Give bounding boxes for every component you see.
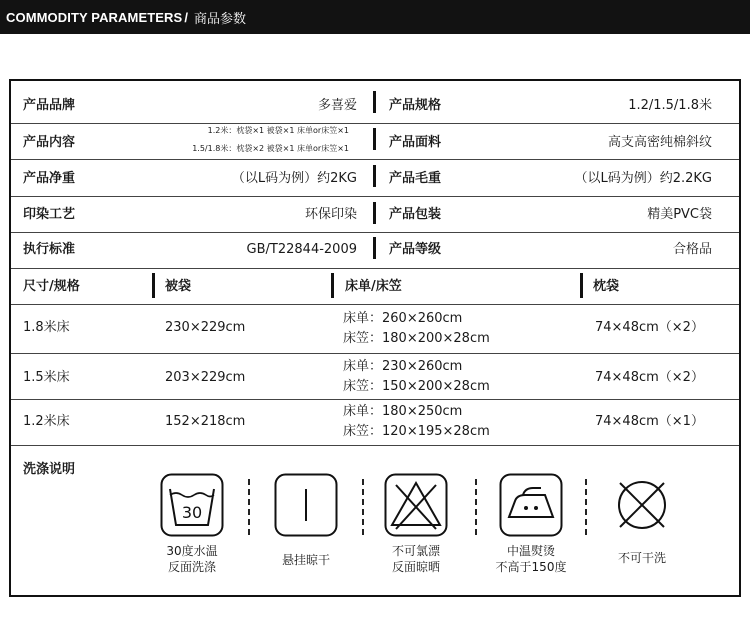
pillow-cell: 74×48cm（×2） [595, 370, 704, 385]
no-dry-clean-icon [610, 473, 674, 541]
param-value: 1.2/1.5/1.8米 [628, 98, 712, 113]
column-divider [373, 237, 376, 259]
param-label: 产品品牌 [23, 98, 76, 113]
param-label: 产品包装 [389, 207, 442, 222]
dashed-separator [248, 479, 250, 535]
size-header-duvet: 被袋 [165, 279, 192, 294]
header-bar [0, 0, 750, 34]
no-bleach-icon [384, 473, 448, 541]
row-divider [11, 159, 739, 160]
row-divider [11, 445, 739, 446]
header-title-en: COMMODITY PARAMETERS [6, 9, 183, 25]
pillow-cell: 74×48cm（×2） [595, 320, 704, 335]
iron-medium-icon [499, 473, 563, 541]
wash-caption-2 [261, 552, 351, 568]
param-label: 产品面料 [389, 135, 442, 150]
dashed-separator [362, 479, 364, 535]
wash-30-icon [160, 473, 224, 541]
parameter-frame [9, 79, 741, 597]
param-value: 环保印染 [304, 207, 357, 222]
caption-line: 反面洗涤 [167, 560, 216, 574]
wash-caption-5 [597, 550, 687, 566]
caption-line: 30度水温 [166, 544, 218, 558]
param-value: （以L码为例）约2KG [231, 171, 357, 186]
param-value: GB/T22844-2009 [246, 242, 357, 257]
size-cell: 1.8米床 [23, 320, 70, 335]
sheet-cell: 床单：230×260cm [343, 359, 463, 374]
param-value: 多喜爱 [317, 98, 357, 113]
duvet-cell: 203×229cm [165, 370, 246, 385]
row-divider [11, 304, 739, 305]
param-label: 产品等级 [389, 242, 442, 257]
caption-line: 不高于150度 [495, 560, 567, 574]
param-label: 产品毛重 [389, 171, 442, 186]
caption-line: 不可干洗 [617, 551, 666, 565]
caption-line: 反面晾晒 [391, 560, 440, 574]
row-divider [11, 353, 739, 354]
size-cell: 1.2米床 [23, 414, 70, 429]
param-label: 产品内容 [23, 135, 76, 150]
param-label: 产品净重 [23, 171, 76, 186]
column-divider [331, 273, 334, 298]
row-divider [11, 399, 739, 400]
header-separator: / [184, 9, 188, 25]
pillow-cell: 74×48cm（×1） [595, 414, 704, 429]
wash-temp-label: 30 [181, 503, 203, 522]
fitted-sheet-cell: 床笠：180×200×28cm [343, 331, 490, 346]
row-divider [11, 268, 739, 269]
column-divider [152, 273, 155, 298]
param-value-line1: 1.2米：枕袋×1 被袋×1 床单or床笠×1 [207, 126, 349, 135]
wash-caption-3 [371, 543, 461, 575]
hang-dry-icon [274, 473, 338, 541]
duvet-cell: 152×218cm [165, 414, 246, 429]
size-header-spec: 尺寸/规格 [23, 279, 80, 294]
sheet-cell: 床单：180×250cm [343, 404, 463, 419]
param-value: （以L码为例）约2.2KG [574, 171, 712, 186]
param-value: 合格品 [672, 242, 712, 257]
header-title-cn: 商品参数 [193, 11, 246, 27]
column-divider [580, 273, 583, 298]
column-divider [373, 91, 376, 113]
param-value: 高支高密纯棉斜纹 [607, 135, 712, 150]
row-divider [11, 196, 739, 197]
duvet-cell: 230×229cm [165, 320, 246, 335]
param-value: 精美PVC袋 [647, 207, 712, 222]
washing-title: 洗涤说明 [23, 462, 76, 477]
size-header-pillow: 枕袋 [593, 279, 620, 294]
row-divider [11, 232, 739, 233]
size-header-sheet: 床单/床笠 [345, 279, 402, 294]
column-divider [373, 202, 376, 224]
column-divider [373, 165, 376, 187]
caption-line: 悬挂晾干 [281, 553, 330, 567]
column-divider [373, 128, 376, 150]
dashed-separator [585, 479, 587, 535]
dashed-separator [475, 479, 477, 535]
fitted-sheet-cell: 床笠：150×200×28cm [343, 379, 490, 394]
size-cell: 1.5米床 [23, 370, 70, 385]
param-label: 执行标准 [23, 242, 76, 257]
param-label: 产品规格 [389, 98, 442, 113]
wash-caption-4 [481, 543, 581, 575]
param-value-line2: 1.5/1.8米：枕袋×2 被袋×1 床单or床笠×1 [192, 144, 349, 153]
wash-caption-1 [147, 543, 237, 575]
caption-line: 不可氯漂 [391, 544, 440, 558]
param-label: 印染工艺 [23, 207, 76, 222]
sheet-cell: 床单：260×260cm [343, 311, 463, 326]
caption-line: 中温熨烫 [506, 544, 555, 558]
row-divider [11, 123, 739, 124]
fitted-sheet-cell: 床笠：120×195×28cm [343, 424, 490, 439]
